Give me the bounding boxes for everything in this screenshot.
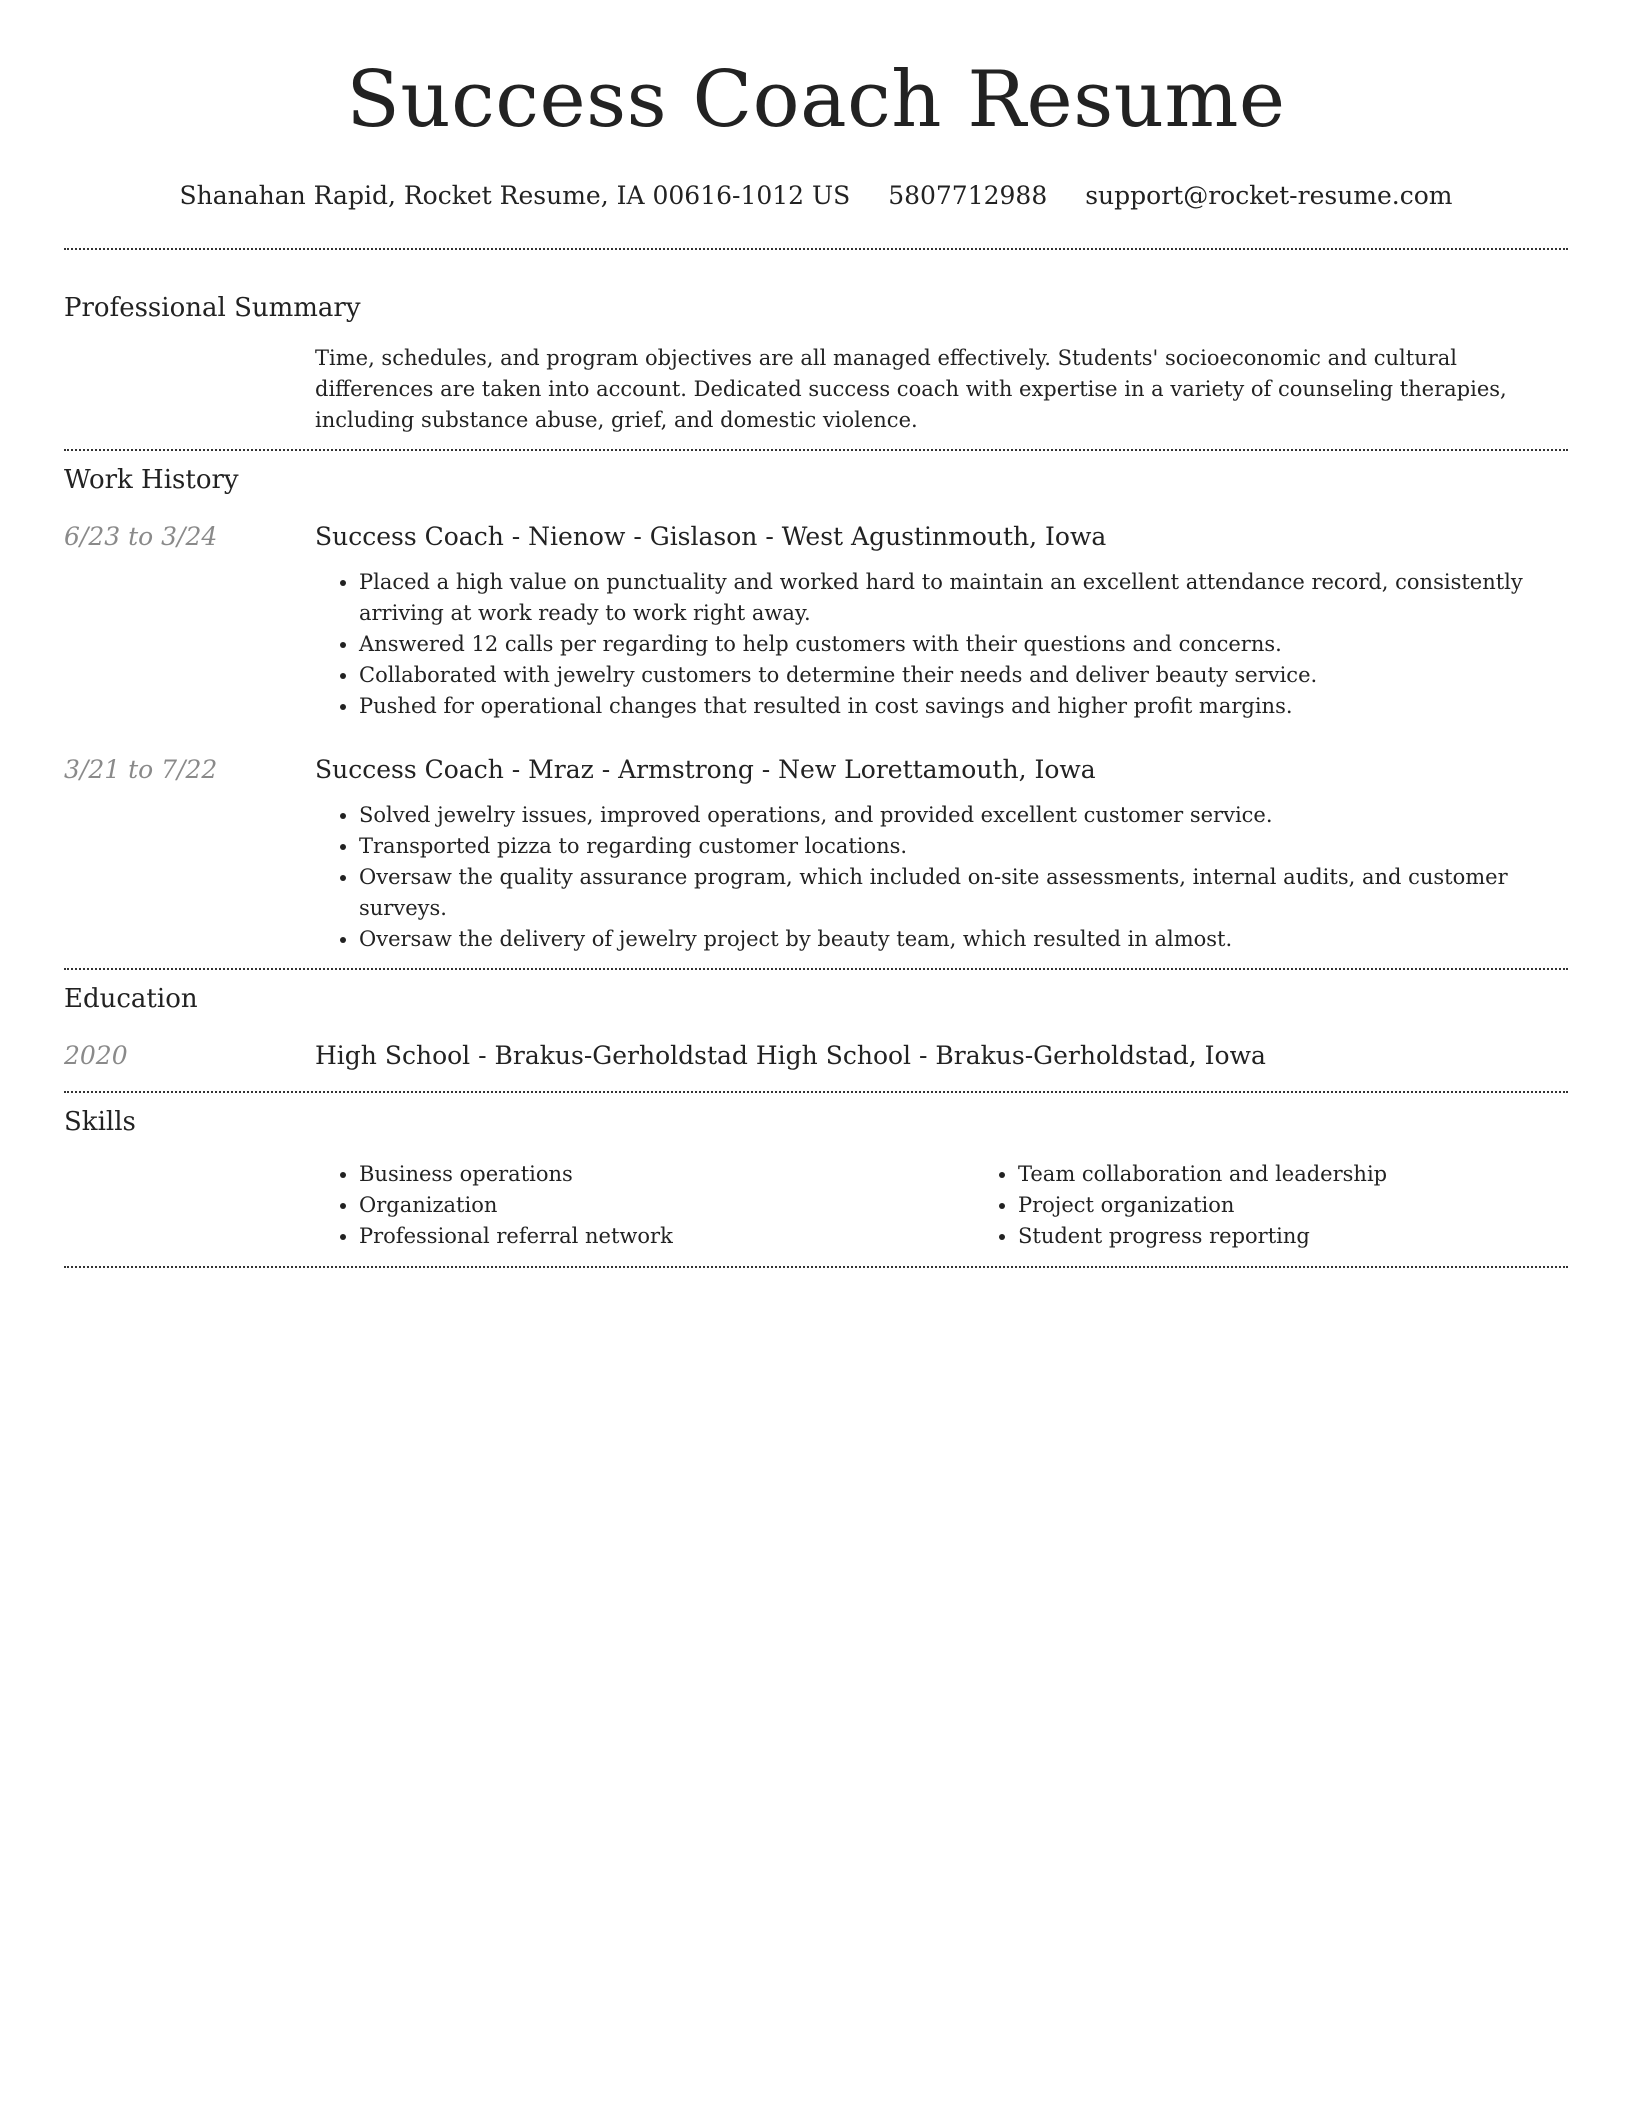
education-date: 2020 <box>64 1041 128 1070</box>
job-title: Success Coach - Nienow - Gislason - West Agustinmouth, Iowa <box>315 522 1107 551</box>
skills-list-right <box>974 1159 1632 1252</box>
contact-phone: 5807712988 <box>888 181 1048 210</box>
education-heading: Education <box>64 984 198 1014</box>
list-item: • Oversaw the delivery of jewelry project by beauty team, which resulted in almost. <box>359 924 1568 955</box>
list-item: • Transported pizza to regarding customer locations. <box>359 831 1568 862</box>
list-item: • Placed a high value on punctuality and worked hard to maintain an excellent attendance record, consistently arriving at work ready to work right away. <box>359 567 1568 629</box>
skills-grid <box>315 1159 1632 1252</box>
job-dates: 3/21 to 7/22 <box>64 755 218 784</box>
contact-line <box>64 180 1568 212</box>
skill-item: • Team collaboration and leadership <box>1018 1159 1632 1190</box>
skills-heading: Skills <box>64 1107 136 1137</box>
education-title: High School - Brakus-Gerholdstad High School - Brakus-Gerholdstad, Iowa <box>315 1041 1266 1070</box>
list-item: • Answered 12 calls per regarding to help customers with their questions and concerns. <box>359 629 1568 660</box>
skills-section <box>64 1093 1568 1266</box>
summary-section <box>64 250 1568 449</box>
page-title: Success Coach Resume <box>346 55 1286 145</box>
skill-item: • Student progress reporting <box>1018 1221 1632 1252</box>
list-item: • Pushed for operational changes that resulted in cost savings and higher profit margins. <box>359 691 1568 722</box>
list-item: • Oversaw the quality assurance program, which included on-site assessments, internal audits, and customer surveys. <box>359 862 1568 924</box>
skill-item: • Professional referral network <box>359 1221 974 1252</box>
education-section <box>64 970 1568 1091</box>
job-entry <box>64 521 1568 722</box>
skill-item: • Organization <box>359 1190 974 1221</box>
skill-item: • Project organization <box>1018 1190 1632 1221</box>
summary-heading: Professional Summary <box>64 293 361 323</box>
summary-content <box>315 343 1568 436</box>
job-content <box>315 521 1568 722</box>
list-item: • Collaborated with jewelry customers to determine their needs and deliver beauty service. <box>359 660 1568 691</box>
skills-row <box>64 1159 1568 1266</box>
job-content <box>315 754 1568 955</box>
skill-item: • Business operations <box>359 1159 974 1190</box>
list-item: • Solved jewelry issues, improved operations, and provided excellent customer service. <box>359 800 1568 831</box>
skills-list-left <box>315 1159 974 1252</box>
work-heading: Work History <box>64 465 239 495</box>
divider <box>64 1266 1568 1268</box>
summary-row <box>64 343 1568 449</box>
job-title: Success Coach - Mraz - Armstrong - New Lorettamouth, Iowa <box>315 755 1096 784</box>
job-bullets <box>315 567 1568 722</box>
contact-email: support@rocket-resume.com <box>1085 181 1453 210</box>
contact-address: Shanahan Rapid, Rocket Resume, IA 00616-1012 US <box>179 181 851 210</box>
work-section <box>64 451 1568 968</box>
summary-text: Time, schedules, and program objectives are all managed effectively. Students' socioeconomic and cultural differences are taken into account. Dedicated success coach with expertise in a variety of counseling therapies, including substance abuse, grief, and domestic violence. <box>315 346 1507 432</box>
education-entry <box>64 1040 1568 1091</box>
job-bullets <box>315 800 1568 955</box>
job-entry <box>64 754 1568 968</box>
job-dates: 6/23 to 3/24 <box>64 522 218 551</box>
education-content <box>315 1040 1568 1072</box>
